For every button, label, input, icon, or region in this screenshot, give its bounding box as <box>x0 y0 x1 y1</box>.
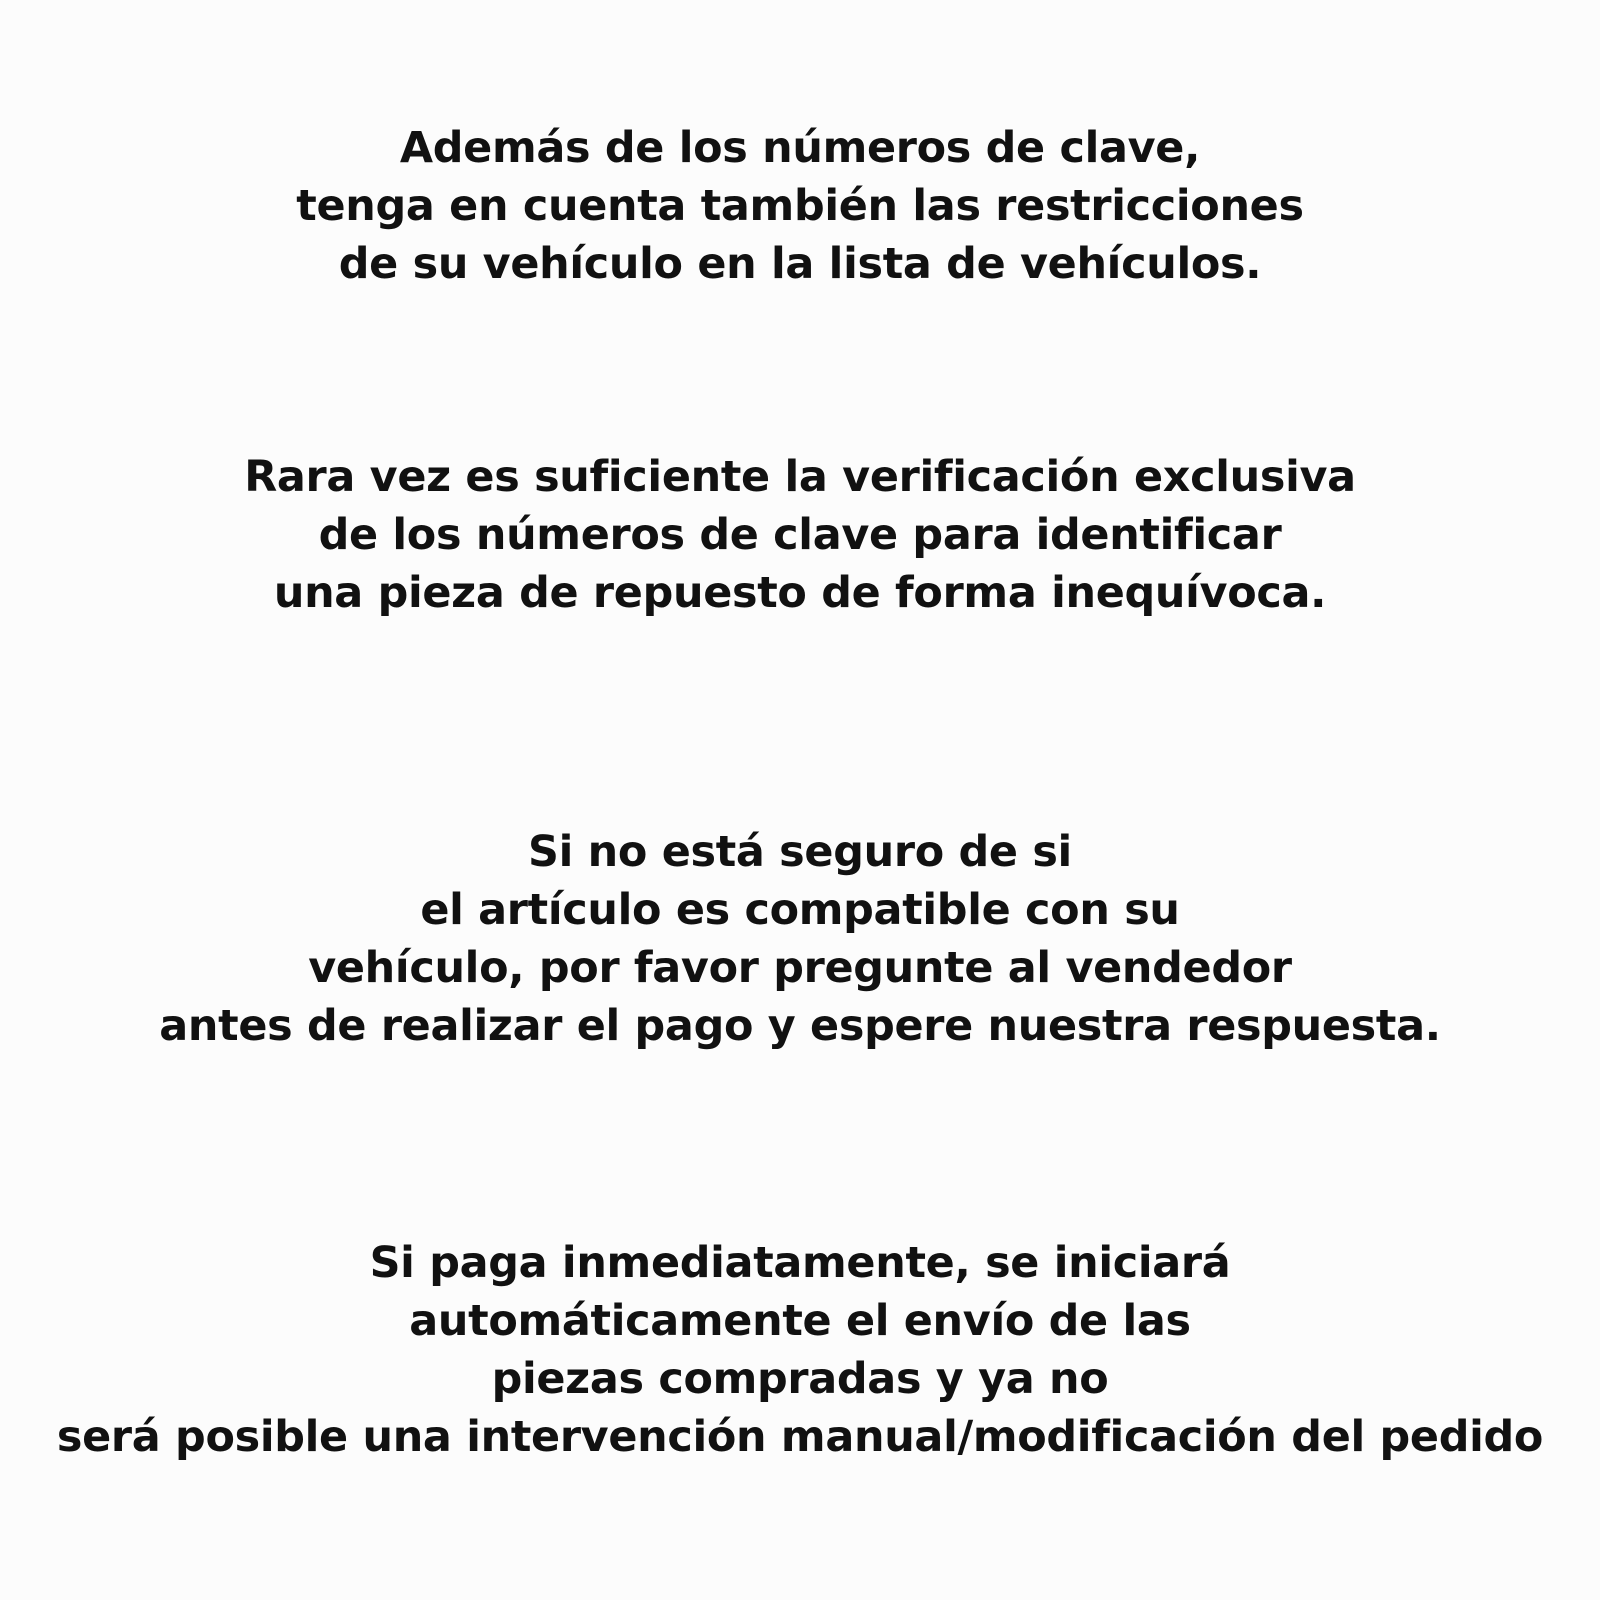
notice-line: Si no está seguro de si <box>528 827 1072 877</box>
notice-line: de los números de clave para identificar <box>318 510 1282 560</box>
notice-line: piezas compradas y ya no <box>491 1354 1109 1404</box>
notice-line: de su vehículo en la lista de vehículos. <box>338 239 1262 289</box>
notice-line: Si paga inmediatamente, se iniciará <box>369 1238 1231 1288</box>
notice-paragraph-ask-seller <box>0 823 1600 1055</box>
notice-line: automáticamente el envío de las <box>409 1296 1191 1346</box>
notice-paragraph-vehicle-restrictions <box>0 119 1600 293</box>
notice-line: tenga en cuenta también las restricciones <box>296 181 1304 231</box>
notice-line: Además de los números de clave, <box>399 123 1201 173</box>
notice-line: Rara vez es suficiente la verificación exclusiva <box>244 452 1356 502</box>
notice-paragraph-key-numbers <box>0 448 1600 622</box>
notice-line: el artículo es compatible con su <box>420 885 1180 935</box>
notice-line: antes de realizar el pago y espere nuestra respuesta. <box>159 1001 1441 1051</box>
notice-line: será posible una intervención manual/modificación del pedido <box>56 1412 1544 1462</box>
notice-paragraph-immediate-payment <box>0 1234 1600 1466</box>
notice-line: vehículo, por favor pregunte al vendedor <box>308 943 1292 993</box>
notice-line: una pieza de repuesto de forma inequívoca. <box>273 568 1327 618</box>
